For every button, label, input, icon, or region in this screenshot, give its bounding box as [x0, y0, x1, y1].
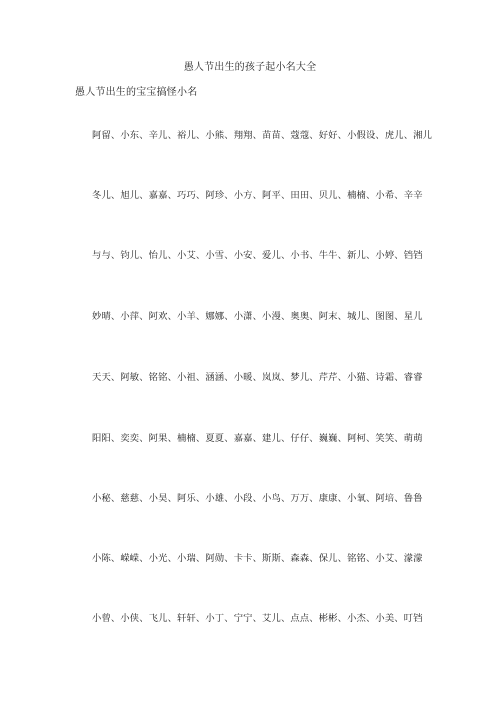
- name-list-line: 妙晴、小萍、阿欢、小羊、娜娜、小潇、小漫、奥奥、阿末、城儿、图图、星儿: [92, 311, 423, 322]
- name-list-line: 天天、阿敏、铭铭、小祖、涵涵、小暖、岚岚、梦儿、芹芹、小猫、诗霜、睿睿: [92, 372, 423, 383]
- name-list-line: 阿留、小东、辛儿、裕儿、小熊、翔翔、苗苗、蔻蔻、好好、小假设、虎儿、湘儿: [92, 130, 433, 141]
- document-title: 愚人节出生的孩子起小名大全: [183, 62, 317, 73]
- name-list-line: 小秘、慈慈、小昊、阿乐、小雄、小段、小鸟、万万、康康、小氧、阿培、鲁鲁: [92, 493, 423, 504]
- name-list-line: 小陈、嵘嵘、小光、小瑞、阿勋、卡卡、斯斯、森森、保儿、铭铭、小艾、濛濛: [92, 553, 423, 564]
- name-list-line: 冬儿、旭儿、嘉嘉、巧巧、阿珍、小方、阿平、田田、贝儿、楠楠、小希、辛辛: [92, 190, 423, 201]
- section-heading: 愚人节出生的宝宝搞怪小名: [75, 87, 198, 98]
- name-list-line: 与与、钧儿、怡儿、小艾、小雪、小安、爱儿、小书、牛牛、新儿、小婷、铛铛: [92, 250, 423, 261]
- name-list-line: 小曾、小侠、飞儿、轩轩、小丁、宁宁、艾儿、点点、彬彬、小杰、小美、叮铛: [92, 613, 423, 624]
- name-list-line: 阳阳、奕奕、阿果、楠楠、夏夏、嘉嘉、建儿、仔仔、巍巍、阿柯、笑笑、萌萌: [92, 433, 423, 444]
